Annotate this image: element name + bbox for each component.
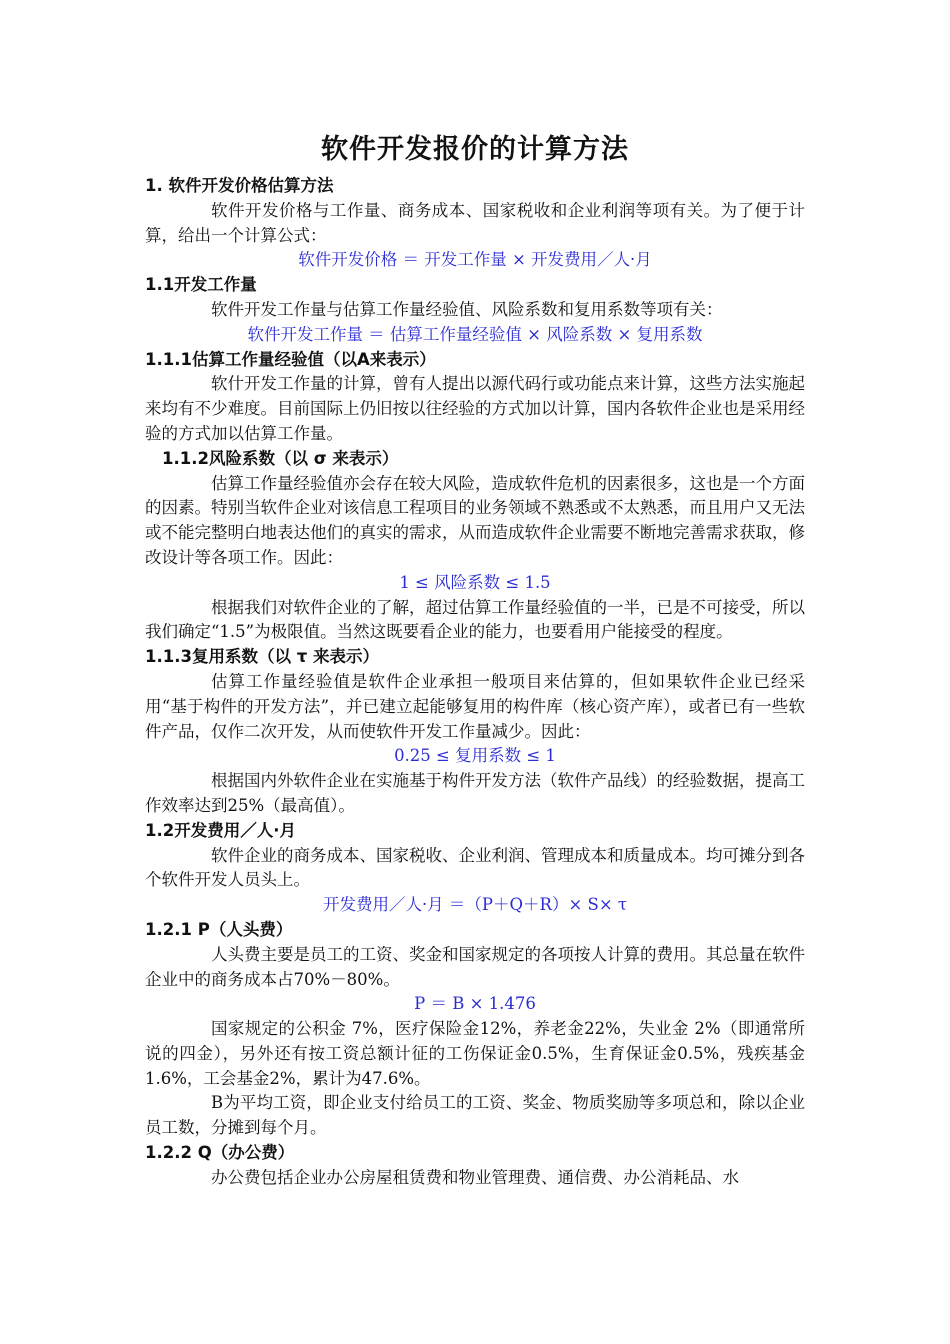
paragraph: B为平均工资，即企业支付给员工的工资、奖金、物质奖励等多项总和，除以企业员工数，分摊到每个月。: [145, 1093, 805, 1138]
paragraph: 软件企业的商务成本、国家税收、企业利润、管理成本和质量成本。均可摊分到各个软件开发人员头上。: [145, 845, 805, 890]
formula-reuse: 0.25 ≤ 复用系数 ≤ 1: [394, 746, 556, 766]
heading-1-1-3: 1.1.3复用系数（以 τ 来表示）: [145, 647, 379, 667]
heading-1-2-1: 1.2.1 P（人头费）: [145, 919, 293, 939]
heading-1-1: 1.1开发工作量: [145, 275, 257, 295]
formula-workload: 软件开发工作量 ＝ 估算工作量经验值 × 风险系数 × 复用系数: [247, 324, 703, 344]
paragraph: 办公费包括企业办公房屋租赁费和物业管理费、通信费、办公消耗品、水: [211, 1167, 739, 1187]
paragraph: 人头费主要是员工的工资、奖金和国家规定的各项按人计算的费用。其总量在软件企业中的商务成本占70%－80%。: [145, 944, 805, 989]
heading-1-2: 1.2开发费用／人·月: [145, 820, 296, 840]
document-title: 软件开发报价的计算方法: [321, 134, 629, 165]
heading-1-1-1: 1.1.1估算工作量经验值（以A来表示）: [145, 349, 436, 369]
paragraph: 软什开发工作量的计算，曾有人提出以源代码行或功能点来计算，这些方法实施起来均有不少难度。目前国际上仍旧按以往经验的方式加以计算，国内各软件企业也是采用经验的方式加以估算工作量。: [145, 374, 805, 443]
paragraph: 国家规定的公积金 7%，医疗保险金12%，养老金22%，失业金 2%（即通常所说的四金），另外还有按工资总额计征的工伤保证金0.5%，生育保证金0.5%，残疾基金1.6%，工会基金2%，累计为47.6%。: [145, 1019, 805, 1088]
paragraph: 根据国内外软件企业在实施基于构件开发方法（软件产品线）的经验数据，提高工作效率达到25%（最高值）。: [145, 771, 805, 815]
heading-1-2-2: 1.2.2 Q（办公费）: [145, 1143, 295, 1163]
heading-1: 1. 软件开发价格估算方法: [145, 176, 334, 195]
paragraph: 根据我们对软件企业的了解，超过估算工作量经验值的一半，已是不可接受，所以我们确定“1.5”为极限值。当然这既要看企业的能力，也要看用户能接受的程度。: [145, 597, 805, 642]
formula-price: 软件开发价格 ＝ 开发工作量 × 开发费用／人·月: [298, 250, 652, 270]
formula-cost: 开发费用／人·月 ＝（P＋Q＋R）× S× τ: [322, 895, 628, 915]
formula-p: P ＝ B × 1.476: [414, 994, 536, 1014]
document-page: [145, 128, 805, 1191]
paragraph: 估算工作量经验值亦会存在较大风险，造成软件危机的因素很多，这也是一个方面的因素。特别当软件企业对该信息工程项目的业务领域不熟悉或不太熟悉，而且用户又无法或不能完整明白地表达他们的真实的需求，从而造成软件企业需要不断地完善需求获取，修改设计等各项工作。因此：: [145, 473, 805, 567]
heading-1-1-2: 1.1.2风险系数（以 σ 来表示）: [162, 448, 399, 468]
paragraph: 软件开发价格与工作量、商务成本、国家税收和企业利润等项有关。为了便于计算，给出一个计算公式：: [145, 200, 805, 245]
paragraph: 软件开发工作量与估算工作量经验值、风险系数和复用系数等项有关：: [211, 299, 723, 319]
paragraph: 估算工作量经验值是软件企业承担一般项目来估算的，但如果软件企业已经采用“基于构件的开发方法”，并已建立起能够复用的构件库（核心资产库），或者已有一些软件产品，仅作二次开发，从而使软件开发工作量减少。因此：: [145, 671, 805, 741]
formula-risk: 1 ≤ 风险系数 ≤ 1.5: [399, 572, 551, 592]
